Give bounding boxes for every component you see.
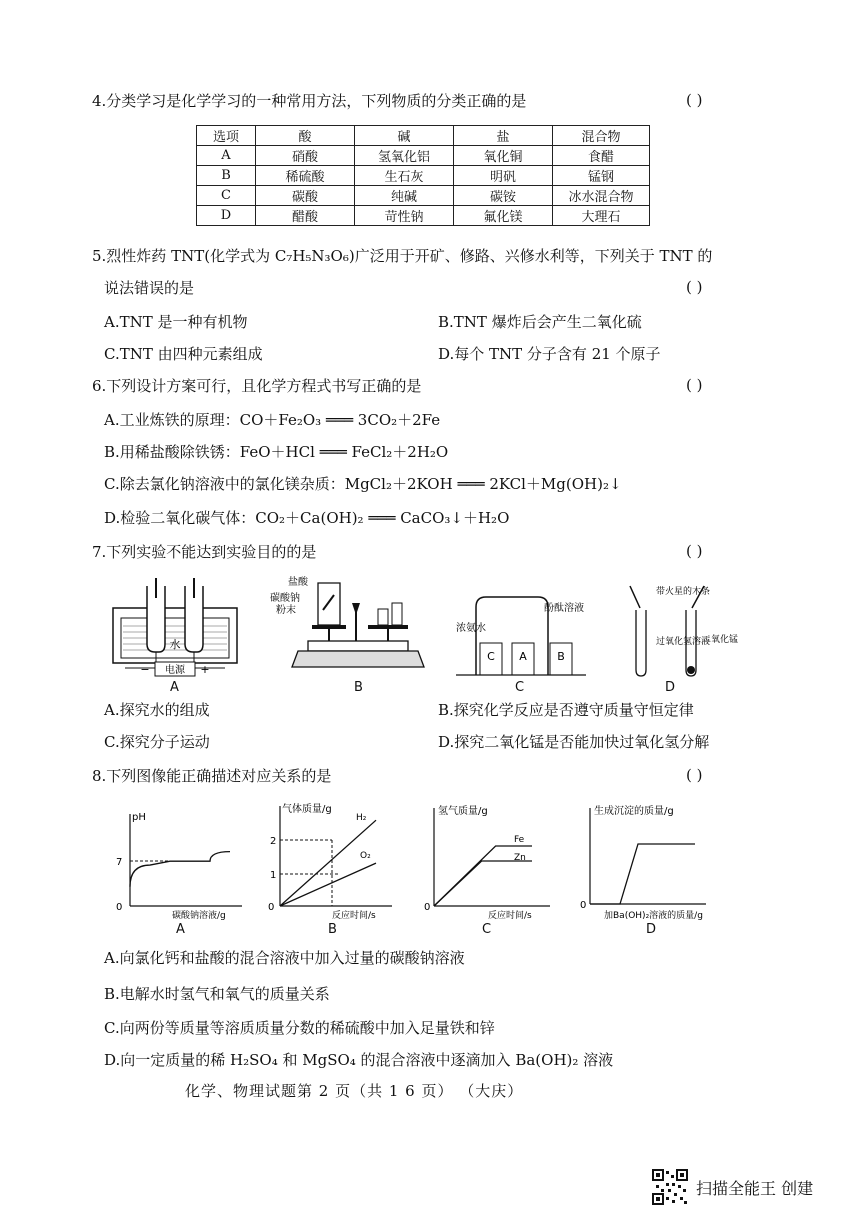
graph-a-caption: A — [176, 922, 185, 937]
table-cell: 硝酸 — [256, 146, 355, 166]
graph-c-caption: C — [482, 922, 492, 937]
graph-b-xlabel: 反应时间/s — [332, 911, 376, 921]
graph-c-series-zn — [434, 861, 532, 906]
table-cell: 大理石 — [553, 206, 650, 226]
q7-option-d: D.探究二氧化锰是否能加快过氧化氢分解 — [438, 733, 710, 751]
table-cell: 醋酸 — [256, 206, 355, 226]
table-cell: 锰钢 — [553, 166, 650, 186]
svg-text:−: − — [140, 663, 150, 676]
q7-option-c: C.探究分子运动 — [104, 733, 210, 751]
table-cell: A — [197, 146, 256, 166]
graph-b-legend-o2: O₂ — [360, 851, 371, 861]
apparatus-d-mno2-label: 二氧化锰 — [702, 635, 739, 645]
table-cell: 苛性钠 — [355, 206, 454, 226]
table-cell: 食醋 — [553, 146, 650, 166]
apparatus-c-phenolphthalein-label: 酚酞溶液 — [544, 603, 584, 614]
q8-option-d: D.向一定质量的稀 H₂SO₄ 和 MgSO₄ 的混合溶液中逐滴加入 Ba(OH)₂ 溶液 — [104, 1051, 614, 1069]
table-cell: D — [197, 206, 256, 226]
q6-option-d: D.检验二氧化碳气体：CO₂＋Ca(OH)₂ ═══ CaCO₃↓＋H₂O — [104, 509, 510, 527]
apparatus-c-ammonia-label: 浓氨水 — [456, 623, 486, 634]
table-row — [197, 206, 650, 226]
graph-a-xlabel: 碳酸钠溶液/g — [172, 911, 226, 921]
graph-c-legend-zn: Zn — [514, 853, 526, 863]
q5-option-b: B.TNT 爆炸后会产生二氧化硫 — [438, 313, 642, 331]
graph-b-series-o2 — [280, 863, 376, 906]
table-cell: 生石灰 — [355, 166, 454, 186]
graph-b-gas-mass — [262, 800, 402, 920]
apparatus-b-balance — [268, 575, 428, 675]
apparatus-c-beaker-a: A — [519, 650, 527, 663]
apparatus-b-powder-label-2: 粉末 — [276, 605, 296, 616]
q7-stem: 7.下列实验不能达到实验目的的是 — [92, 543, 317, 561]
q6-option-c: C.除去氯化钠溶液中的氯化镁杂质：MgCl₂＋2KOH ═══ 2KCl＋Mg(OH)₂↓ — [104, 475, 622, 493]
table-cell: 纯碱 — [355, 186, 454, 206]
graph-b-series-h2 — [280, 820, 376, 906]
table-header-cell: 选项 — [197, 126, 256, 146]
table-header-cell: 酸 — [256, 126, 355, 146]
graph-d-xlabel: 加Ba(OH)₂溶液的质量/g — [604, 911, 703, 921]
graph-a-series-line — [130, 852, 230, 887]
graph-b-caption: B — [328, 922, 337, 937]
apparatus-b-caption: B — [354, 680, 363, 695]
qr-code-icon — [652, 1169, 688, 1205]
q5-option-a: A.TNT 是一种有机物 — [104, 313, 248, 331]
table-row — [197, 166, 650, 186]
table-cell: 碳酸 — [256, 186, 355, 206]
graph-d-origin: 0 — [580, 900, 587, 911]
q7-option-a: A.探究水的组成 — [104, 701, 210, 719]
table-header-cell: 混合物 — [553, 126, 650, 146]
apparatus-a-water-label: 水 — [169, 638, 181, 651]
scanner-watermark — [652, 1169, 813, 1205]
apparatus-d-h2o2-label: 过氧化氢溶液 — [656, 637, 711, 647]
apparatus-c-beaker-c: C — [487, 650, 495, 663]
q8-stem: 8.下列图像能正确描述对应关系的是 — [92, 767, 332, 785]
graph-c-ylabel: 氢气质量/g — [438, 806, 488, 817]
table-cell: 氧化铜 — [454, 146, 553, 166]
q4-stem: 4.分类学习是化学学习的一种常用方法，下列物质的分类正确的是 — [92, 92, 527, 110]
graph-b-origin: 0 — [268, 902, 275, 913]
q6-option-a: A.工业炼铁的原理：CO＋Fe₂O₃ ═══ 3CO₂＋2Fe — [104, 411, 441, 429]
q5-stem-line2: 说法错误的是 — [104, 279, 195, 297]
table-cell: 氟化镁 — [454, 206, 553, 226]
q7-option-b: B.探究化学反应是否遵守质量守恒定律 — [438, 701, 694, 719]
apparatus-a-power-label: 电源 — [165, 665, 185, 676]
q5-option-c: C.TNT 由四种元素组成 — [104, 345, 263, 363]
table-cell: 碳铵 — [454, 186, 553, 206]
table-cell: C — [197, 186, 256, 206]
q6-option-b: B.用稀盐酸除铁锈：FeO＋HCl ═══ FeCl₂＋2H₂O — [104, 443, 449, 461]
apparatus-c-molecule-motion — [456, 585, 586, 680]
q8-answer-paren: ( ) — [686, 766, 703, 784]
q4-classification-table — [196, 125, 650, 226]
graph-c-xlabel: 反应时间/s — [488, 911, 532, 921]
q8-option-b: B.电解水时氢气和氧气的质量关系 — [104, 985, 330, 1003]
q4-answer-paren: ( ) — [686, 91, 703, 109]
graph-c-legend-fe: Fe — [514, 835, 525, 845]
table-cell: B — [197, 166, 256, 186]
graph-c-hydrogen-mass — [420, 802, 560, 920]
table-row — [197, 146, 650, 166]
graph-a-origin: 0 — [116, 902, 123, 913]
q5-stem-line1: 5.烈性炸药 TNT(化学式为 C₇H₅N₃O₆)广泛用于开矿、修路、兴修水利等，下列关于 TNT 的 — [92, 247, 713, 265]
page-footer: 化学、物理试题第 2 页（共 1 6 页） （大庆） — [185, 1082, 524, 1100]
q8-option-a: A.向氯化钙和盐酸的混合溶液中加入过量的碳酸钠溶液 — [104, 949, 465, 967]
graph-d-ylabel: 生成沉淀的质量/g — [594, 806, 674, 817]
apparatus-a-caption: A — [170, 680, 179, 695]
apparatus-d-stick-label: 带火星的木条 — [656, 587, 711, 597]
table-cell: 稀硫酸 — [256, 166, 355, 186]
graph-a-ph — [110, 808, 250, 920]
graph-a-ylabel: pH — [132, 812, 146, 823]
graph-d-precipitate-mass — [576, 800, 726, 922]
apparatus-b-acid-label: 盐酸 — [288, 577, 308, 588]
table-header-cell: 碱 — [355, 126, 454, 146]
table-row — [197, 186, 650, 206]
apparatus-a-electrolysis — [105, 578, 245, 678]
scanner-watermark-text: 扫描全能王 创建 — [696, 1178, 814, 1198]
table-header-row — [197, 126, 650, 146]
graph-b-ylabel: 气体质量/g — [282, 804, 332, 815]
graph-b-legend-h2: H₂ — [356, 813, 367, 823]
svg-text:+: + — [200, 663, 210, 676]
apparatus-d-caption: D — [665, 680, 676, 695]
graph-d-series-line — [590, 844, 695, 904]
table-cell: 氢氧化铝 — [355, 146, 454, 166]
q7-answer-paren: ( ) — [686, 542, 703, 560]
apparatus-c-caption: C — [515, 680, 525, 695]
q5-option-d: D.每个 TNT 分子含有 21 个原子 — [438, 345, 661, 363]
graph-d-caption: D — [646, 922, 657, 937]
graph-a-tick-7: 7 — [116, 857, 123, 868]
q5-answer-paren: ( ) — [686, 278, 703, 296]
q6-stem: 6.下列设计方案可行，且化学方程式书写正确的是 — [92, 377, 422, 395]
table-cell: 明矾 — [454, 166, 553, 186]
apparatus-b-powder-label-1: 碳酸钠 — [270, 593, 300, 604]
graph-b-tick-2: 2 — [270, 836, 277, 847]
apparatus-d-hydrogen-peroxide — [622, 582, 739, 682]
table-cell: 冰水混合物 — [553, 186, 650, 206]
table-header-cell: 盐 — [454, 126, 553, 146]
graph-c-origin: 0 — [424, 902, 431, 913]
q6-answer-paren: ( ) — [686, 376, 703, 394]
graph-b-tick-1: 1 — [270, 870, 277, 881]
apparatus-c-beaker-b: B — [557, 650, 565, 663]
q8-option-c: C.向两份等质量等溶质质量分数的稀硫酸中加入足量铁和锌 — [104, 1019, 495, 1037]
